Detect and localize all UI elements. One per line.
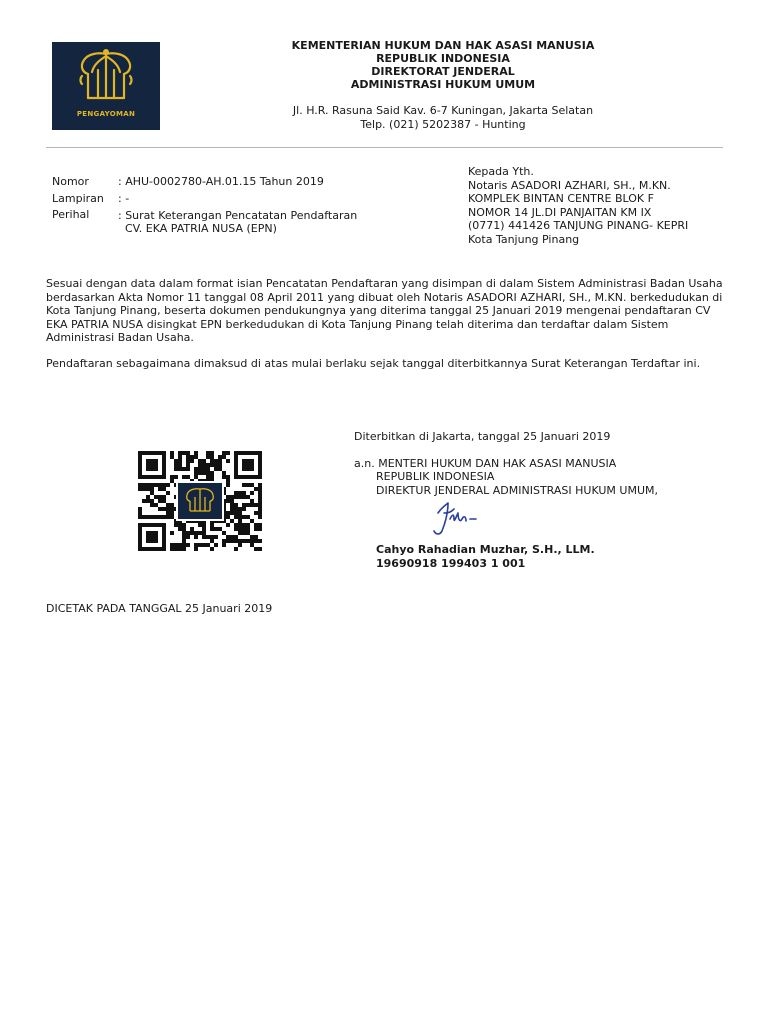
recipient-address-2: NOMOR 14 JL.DI PANJAITAN KM IX [468, 205, 652, 219]
recipient-greeting: Kepada Yth. [468, 165, 534, 178]
letterhead [200, 39, 686, 131]
qr-code-icon [138, 451, 262, 551]
recipient-block [468, 165, 728, 246]
on-behalf-line-3: DIREKTUR JENDERAL ADMINISTRASI HUKUM UMUM, [376, 483, 658, 497]
qr-code [138, 451, 262, 551]
ministry-name: KEMENTERIAN HUKUM DAN HAK ASASI MANUSIA [291, 39, 595, 52]
nomor-value: : AHU-0002780-AH.01.15 Tahun 2019 [118, 175, 324, 188]
printed-date: DICETAK PADA TANGGAL 25 Januari 2019 [46, 602, 273, 615]
office-address: Jl. H.R. Rasuna Said Kav. 6-7 Kuningan, Jakarta Selatan [292, 104, 594, 117]
ministry-logo [52, 42, 160, 130]
recipient-name: Notaris ASADORI AZHARI, SH., M.KN. [468, 178, 671, 192]
signer-block [376, 543, 595, 571]
signature-block [354, 430, 754, 497]
issued-line: Diterbitkan di Jakarta, tanggal 25 Januari 2019 [354, 430, 611, 443]
perihal-value [118, 209, 357, 236]
on-behalf-line-2: REPUBLIK INDONESIA [376, 470, 495, 483]
logo-text: PENGAYOMAN [76, 110, 136, 118]
recipient-city: Kota Tanjung Pinang [468, 232, 580, 246]
nomor-label: Nomor [52, 175, 89, 188]
department-name: ADMINISTRASI HUKUM UMUM [350, 78, 536, 91]
perihal-line-1: : Surat Keterangan Pencatatan Pendaftaran [118, 208, 358, 222]
handwritten-signature [430, 499, 486, 539]
signer-name: Cahyo Rahadian Muzhar, S.H., LLM. [376, 543, 595, 556]
perihal-line-2: CV. EKA PATRIA NUSA (EPN) [125, 222, 277, 235]
office-phone: Telp. (021) 5202387 - Hunting [360, 117, 526, 131]
body-paragraph-1: Sesuai dengan data dalam format isian Pencatatan Pendaftaran yang disimpan di dalam Sistem Administrasi Badan Usaha berdasarkan Akta Nomor 11 tanggal 08 April 2011 yang dibuat oleh Notaris ASADORI AZHARI, SH., M.KN. berkedudukan di Kota Tanjung Pinang, beserta dokumen pendukungnya yang diterima tanggal 25 Januari 2019 mengenai pendaftaran CV EKA PATRIA NUSA disingkat EPN berkedudukan di Kota Tanjung Pinang telah diterima dan terdaftar dalam Sistem Administrasi Badan Usaha. [46, 277, 723, 344]
body-paragraph-2: Pendaftaran sebagaimana dimaksud di atas mulai berlaku sejak tanggal diterbitkannya Surat Keterangan Terdaftar ini. [46, 356, 701, 370]
country-name: REPUBLIK INDONESIA [376, 52, 510, 65]
header-divider [46, 147, 723, 148]
lampiran-label: Lampiran [52, 191, 104, 205]
signer-nip: 19690918 199403 1 001 [376, 557, 526, 570]
recipient-address-1: KOMPLEK BINTAN CENTRE BLOK F [468, 192, 654, 205]
pengayoman-emblem-icon [52, 42, 160, 112]
recipient-address-3: (0771) 441426 TANJUNG PINANG- KEPRI [468, 219, 689, 232]
perihal-label: Perihal [52, 208, 90, 221]
directorate-name: DIREKTORAT JENDERAL [371, 65, 515, 78]
letter-body [46, 277, 726, 382]
on-behalf-line-1: a.n. MENTERI HUKUM DAN HAK ASASI MANUSIA [354, 456, 617, 470]
lampiran-value: : - [118, 191, 130, 205]
